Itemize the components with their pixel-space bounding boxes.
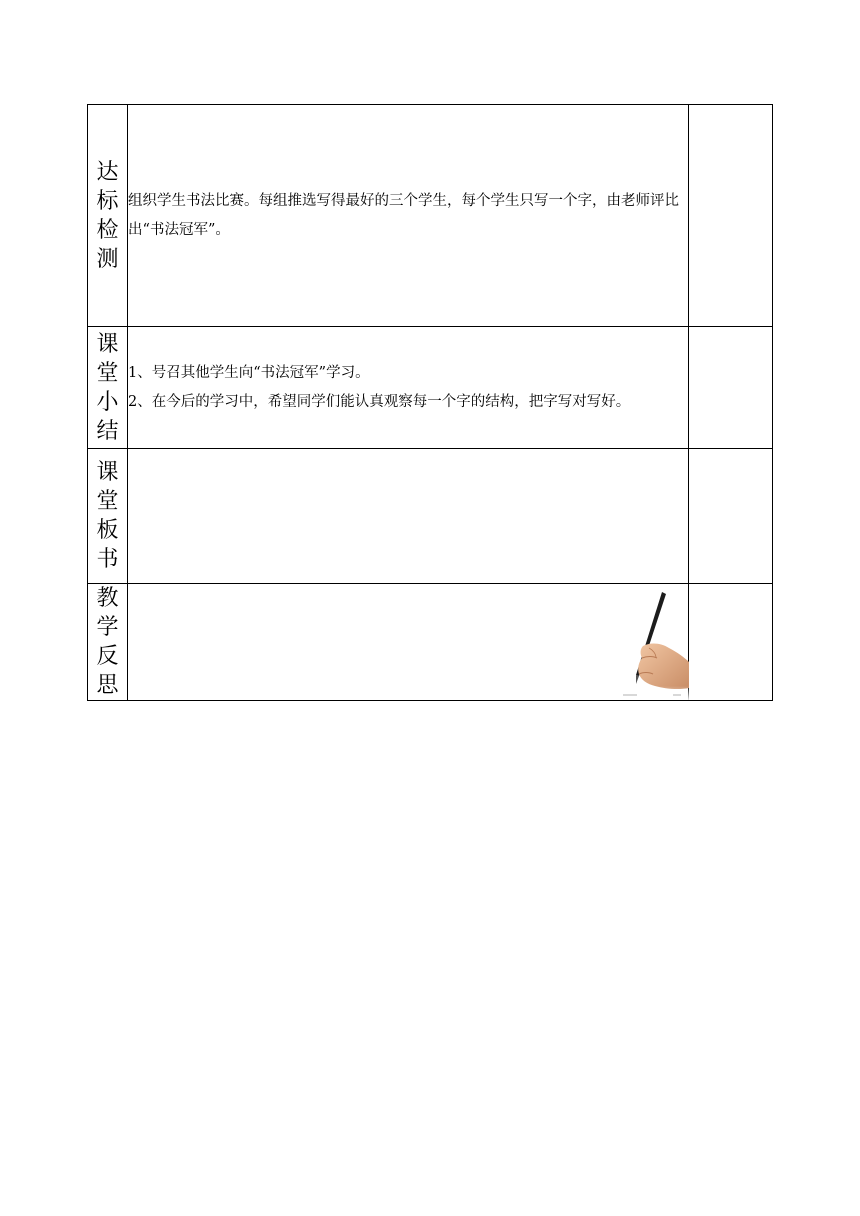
label-char: 达 xyxy=(96,159,119,185)
label-char: 测 xyxy=(96,246,119,272)
row-label-blackboard xyxy=(88,449,128,584)
blackboard-content xyxy=(128,449,689,584)
label-char: 书 xyxy=(96,547,119,572)
label-char: 堂 xyxy=(96,489,119,514)
lesson-plan-table xyxy=(87,104,773,701)
label-char: 反 xyxy=(96,644,119,669)
row-label-reflection xyxy=(88,584,128,701)
row-label-assessment xyxy=(88,105,128,327)
label-char: 标 xyxy=(96,188,119,214)
extra-cell xyxy=(688,105,772,327)
label-char: 板 xyxy=(96,518,119,543)
table-row-summary xyxy=(88,327,773,449)
label-char: 结 xyxy=(96,418,119,444)
extra-cell xyxy=(688,584,772,701)
label-char: 小 xyxy=(96,389,119,415)
label-char: 学 xyxy=(96,615,119,640)
summary-content xyxy=(128,327,689,449)
table-row-blackboard xyxy=(88,449,773,584)
assessment-text: 组织学生书法比赛。每组推选写得最好的三个学生，每个学生只写一个字，由老师评比出“书法冠军”。 xyxy=(128,192,680,238)
reflection-content xyxy=(128,584,689,701)
label-char: 课 xyxy=(96,460,119,485)
label-char: 检 xyxy=(96,217,119,243)
label-char: 课 xyxy=(96,331,119,357)
label-char: 教 xyxy=(96,586,119,611)
hand-pen-icon xyxy=(609,588,689,700)
label-char: 堂 xyxy=(96,360,119,386)
table-row-reflection xyxy=(88,584,773,701)
extra-cell xyxy=(688,449,772,584)
summary-line-1: 1、号召其他学生向“书法冠军”学习。 xyxy=(128,364,370,381)
table-row-assessment xyxy=(88,105,773,327)
summary-line-2: 2、在今后的学习中，希望同学们能认真观察每一个字的结构，把字写对写好。 xyxy=(128,393,631,410)
assessment-content xyxy=(128,105,689,327)
extra-cell xyxy=(688,327,772,449)
row-label-summary xyxy=(88,327,128,449)
label-char: 思 xyxy=(96,673,119,698)
